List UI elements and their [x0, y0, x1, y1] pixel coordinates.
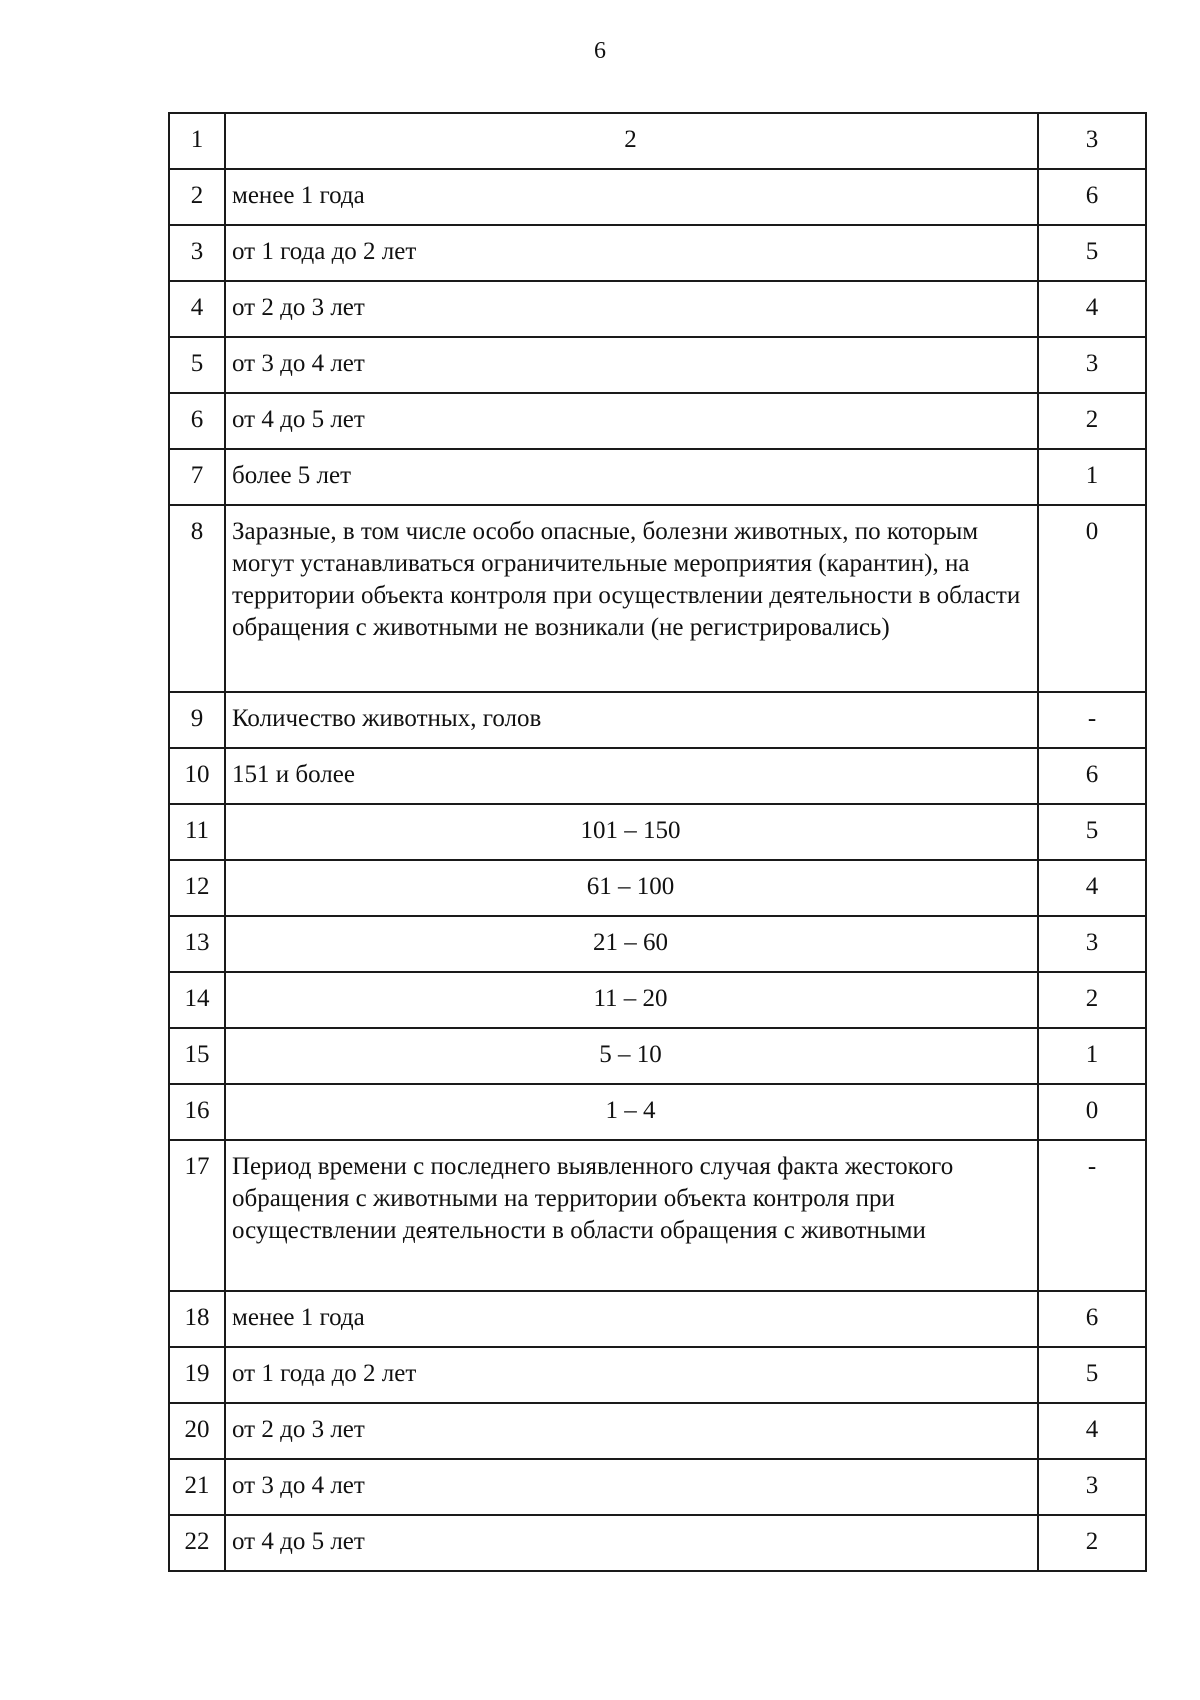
table-row	[169, 972, 1146, 1028]
row-text: 61 – 100	[225, 860, 1038, 916]
table-row	[169, 1291, 1146, 1347]
row-number: 17	[169, 1140, 225, 1291]
row-value: 1	[1038, 449, 1146, 505]
row-number: 2	[169, 169, 225, 225]
row-text: Количество животных, голов	[225, 692, 1038, 748]
row-number: 19	[169, 1347, 225, 1403]
table-row	[169, 1347, 1146, 1403]
row-number: 13	[169, 916, 225, 972]
row-value: -	[1038, 692, 1146, 748]
row-number: 3	[169, 225, 225, 281]
table-row	[169, 748, 1146, 804]
row-text: 101 – 150	[225, 804, 1038, 860]
header-cell-1: 1	[169, 113, 225, 169]
row-number: 8	[169, 505, 225, 692]
table-row	[169, 393, 1146, 449]
row-value: 6	[1038, 1291, 1146, 1347]
row-value: 4	[1038, 1403, 1146, 1459]
row-value: 4	[1038, 281, 1146, 337]
row-text: от 2 до 3 лет	[225, 1403, 1038, 1459]
table-row	[169, 1403, 1146, 1459]
row-text: Период времени с последнего выявленного случая факта жестокого обращения с животными на территории объекта контроля при осуществлении деятельности в области обращения с животными	[225, 1140, 1038, 1291]
table-row	[169, 860, 1146, 916]
table-row	[169, 916, 1146, 972]
row-number: 5	[169, 337, 225, 393]
row-number: 12	[169, 860, 225, 916]
row-number: 22	[169, 1515, 225, 1571]
row-number: 11	[169, 804, 225, 860]
row-text: менее 1 года	[225, 169, 1038, 225]
row-text: 5 – 10	[225, 1028, 1038, 1084]
row-value: 2	[1038, 1515, 1146, 1571]
row-number: 21	[169, 1459, 225, 1515]
row-number: 20	[169, 1403, 225, 1459]
row-value: 0	[1038, 1084, 1146, 1140]
row-value: 6	[1038, 748, 1146, 804]
row-value: 2	[1038, 972, 1146, 1028]
table-row	[169, 225, 1146, 281]
row-value: 4	[1038, 860, 1146, 916]
row-text: от 3 до 4 лет	[225, 1459, 1038, 1515]
row-number: 15	[169, 1028, 225, 1084]
row-text: от 3 до 4 лет	[225, 337, 1038, 393]
row-text: от 1 года до 2 лет	[225, 1347, 1038, 1403]
row-number: 10	[169, 748, 225, 804]
table-row	[169, 804, 1146, 860]
page-number: 6	[594, 38, 606, 64]
row-text: от 4 до 5 лет	[225, 1515, 1038, 1571]
row-value: 2	[1038, 393, 1146, 449]
row-number: 7	[169, 449, 225, 505]
row-value: 1	[1038, 1028, 1146, 1084]
header-cell-3: 3	[1038, 113, 1146, 169]
table-row	[169, 505, 1146, 692]
row-value: 5	[1038, 225, 1146, 281]
row-number: 14	[169, 972, 225, 1028]
table-row	[169, 281, 1146, 337]
row-value: 5	[1038, 804, 1146, 860]
row-value: 3	[1038, 916, 1146, 972]
row-value: 3	[1038, 337, 1146, 393]
table-row	[169, 1140, 1146, 1291]
table-header-row	[169, 113, 1146, 169]
row-text: 21 – 60	[225, 916, 1038, 972]
row-text: 151 и более	[225, 748, 1038, 804]
row-text: более 5 лет	[225, 449, 1038, 505]
table-row	[169, 337, 1146, 393]
row-text: от 4 до 5 лет	[225, 393, 1038, 449]
row-text: 1 – 4	[225, 1084, 1038, 1140]
row-text: 11 – 20	[225, 972, 1038, 1028]
row-text: от 2 до 3 лет	[225, 281, 1038, 337]
table-row	[169, 449, 1146, 505]
row-number: 18	[169, 1291, 225, 1347]
row-value: 5	[1038, 1347, 1146, 1403]
row-number: 16	[169, 1084, 225, 1140]
row-number: 6	[169, 393, 225, 449]
table-row	[169, 1515, 1146, 1571]
row-number: 9	[169, 692, 225, 748]
row-value: 6	[1038, 169, 1146, 225]
table-row	[169, 1028, 1146, 1084]
table-row	[169, 169, 1146, 225]
table-row	[169, 1084, 1146, 1140]
row-text: Заразные, в том числе особо опасные, болезни животных, по которым могут устанавливаться ограничительные мероприятия (карантин), на территории объекта контроля при осуществлении деятельности в области обращения с животными не возникали (не регистрировались)	[225, 505, 1038, 692]
row-value: -	[1038, 1140, 1146, 1291]
row-number: 4	[169, 281, 225, 337]
criteria-table	[168, 112, 1147, 1572]
row-text: менее 1 года	[225, 1291, 1038, 1347]
table-row	[169, 692, 1146, 748]
row-value: 3	[1038, 1459, 1146, 1515]
header-cell-2: 2	[225, 113, 1038, 169]
row-text: от 1 года до 2 лет	[225, 225, 1038, 281]
table-row	[169, 1459, 1146, 1515]
row-value: 0	[1038, 505, 1146, 692]
